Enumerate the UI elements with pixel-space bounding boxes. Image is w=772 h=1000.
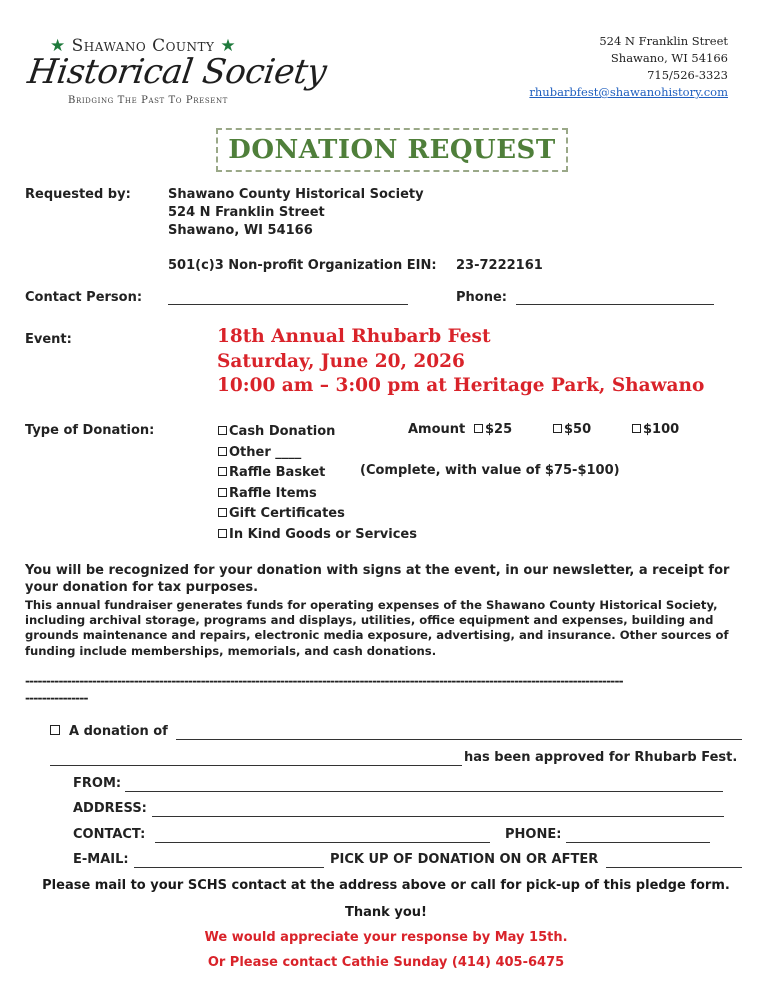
phone-field[interactable] [516,304,714,305]
option-other[interactable]: Other ____ [218,443,417,464]
event-date: Saturday, June 20, 2026 [217,350,465,372]
event-label: Event: [25,332,72,347]
checkbox-icon[interactable] [218,447,227,456]
amount-label: Amount [408,422,466,437]
header-contact-block [529,33,728,101]
checkbox-icon[interactable] [474,424,483,433]
thank-you: Thank you! [345,905,427,920]
donation-type-options [218,422,417,546]
page-title: DONATION REQUEST [228,135,556,165]
header-city: Shawano, WI 54166 [610,51,728,65]
from-label: FROM: [73,776,122,791]
event-time-location: 10:00 am – 3:00 pm at Heritage Park, Shawano [217,375,705,396]
raffle-basket-note: (Complete, with value of $75-$100) [360,463,620,478]
ein-label: 501(c)3 Non-profit Organization EIN: [168,258,437,273]
amount-100[interactable]: $100 [632,422,679,437]
checkbox-icon[interactable] [218,488,227,497]
amount-25[interactable]: $25 [474,422,512,437]
contact-person-label: Contact Person: [25,290,143,305]
header-phone: 715/526-3323 [647,68,728,82]
phone-label: Phone: [456,290,507,305]
requested-by-label: Requested by: [25,187,131,202]
logo-script-text: Historical Society [25,52,329,92]
donation-of-label: A donation of [69,724,168,739]
donation-approval-checkbox[interactable] [50,724,168,739]
requester-org: Shawano County Historical Society [168,187,424,202]
requester-street: 524 N Franklin Street [168,205,325,220]
option-gift-certificates[interactable]: Gift Certificates [218,504,417,525]
checkbox-icon[interactable] [218,467,227,476]
option-cash-donation[interactable]: Cash Donation [218,422,417,443]
email-field[interactable] [134,867,324,868]
recognition-text: You will be recognized for your donation with signs at the event, in our newsletter, a receipt for your donation for tax purposes. [25,563,730,595]
pickup-date-field[interactable] [606,867,742,868]
address-field[interactable] [152,816,724,817]
event-name: 18th Annual Rhubarb Fest [217,326,491,347]
option-raffle-items[interactable]: Raffle Items [218,484,417,505]
checkbox-icon[interactable] [50,725,60,735]
checkbox-icon[interactable] [553,424,562,433]
contact-field[interactable] [155,842,490,843]
pickup-label: PICK UP OF DONATION ON OR AFTER [330,852,599,867]
response-deadline: We would appreciate your response by May 15th. [204,930,568,945]
address-label: ADDRESS: [73,801,147,816]
mail-instructions: Please mail to your SCHS contact at the address above or call for pick-up of this pledge form. [42,878,730,893]
cut-line: ----------------------------------------------------------------------------------------------------------------------------------------------- [25,674,623,688]
header-street: 524 N Franklin Street [599,34,728,48]
approved-text: has been approved for Rhubarb Fest. [464,750,738,765]
email-link[interactable]: rhubarbfest@shawanohistory.com [529,85,728,99]
ein-value: 23-7222161 [456,258,543,273]
checkbox-icon[interactable] [632,424,641,433]
event-details [217,325,704,399]
donation-amount-field[interactable] [176,739,742,740]
cut-line-continued: --------------- [25,691,88,705]
title-box [216,128,568,172]
email-label: E-MAIL: [73,852,129,867]
society-logo [25,34,329,110]
logo-tagline: Bridging The Past To Present [68,95,228,106]
donation-amount-field-continued[interactable] [50,765,462,766]
requested-by-block [168,186,424,240]
option-in-kind[interactable]: In Kind Goods or Services [218,525,417,546]
star-icon: ★ [220,36,237,56]
from-field[interactable] [125,791,723,792]
requester-city: Shawano, WI 54166 [168,223,313,238]
pledge-phone-field[interactable] [566,842,710,843]
contact-person-info: Or Please contact Cathie Sunday (414) 405-6475 [207,955,565,970]
contact-person-field[interactable] [168,304,408,305]
fundraiser-text: This annual fundraiser generates funds for operating expenses of the Shawano County Historical Society, including archival storage, programs and displays, utilities, office equipment and expenses, building and grounds maintenance and repairs, electronic media exposure, advertising, and insurance. Other sources of funding include memberships, memorials, and cash donations. [25,598,729,658]
contact-label: CONTACT: [73,827,146,842]
checkbox-icon[interactable] [218,426,227,435]
checkbox-icon[interactable] [218,529,227,538]
pledge-phone-label: PHONE: [505,827,562,842]
amount-50[interactable]: $50 [553,422,591,437]
option-raffle-basket[interactable]: Raffle Basket [218,463,417,484]
checkbox-icon[interactable] [218,508,227,517]
donation-type-label: Type of Donation: [25,423,155,438]
logo-county-text: Shawano County [71,36,215,56]
star-icon: ★ [50,36,66,56]
